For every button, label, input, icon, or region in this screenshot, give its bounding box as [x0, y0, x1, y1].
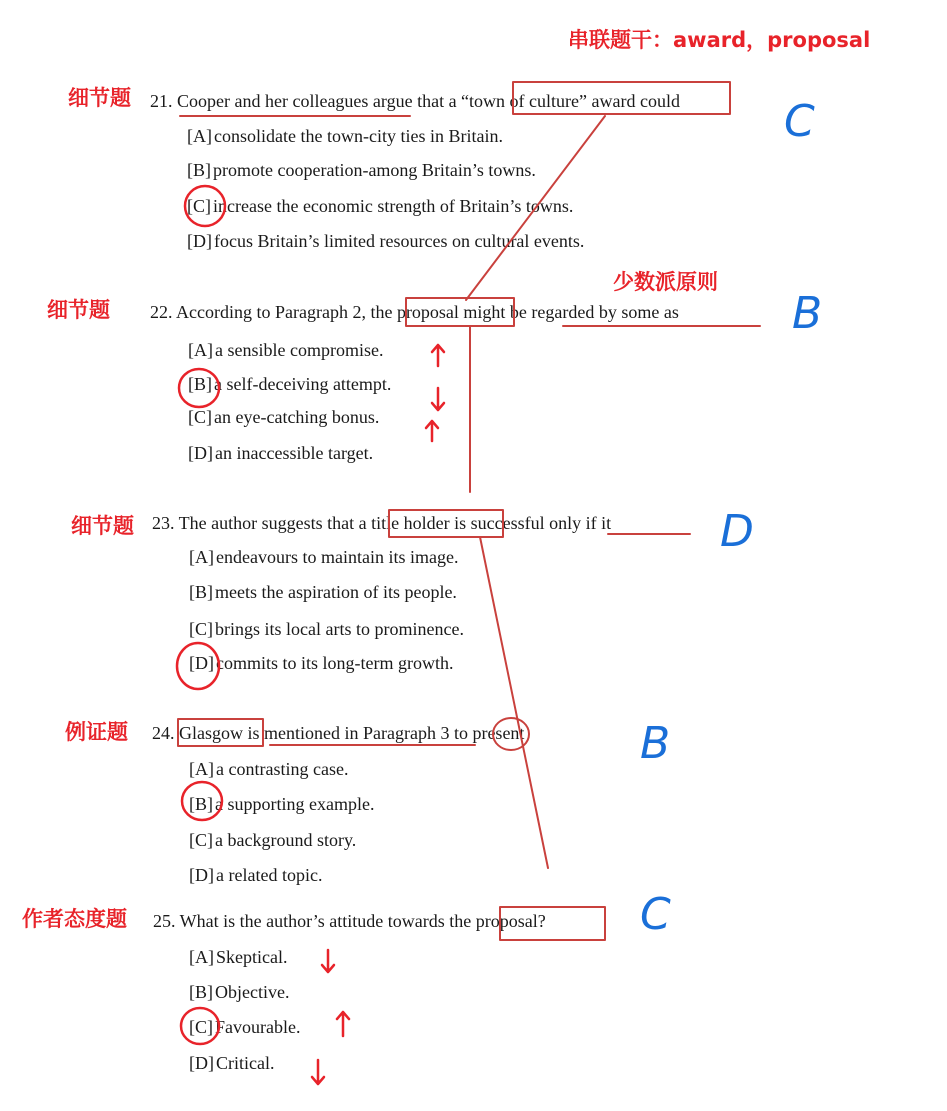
option-letter: [C]: [189, 830, 213, 850]
option-21-b: [187, 159, 536, 181]
option-text: Critical.: [216, 1053, 275, 1073]
option-letter: [C]: [187, 196, 211, 216]
arrow-down-icon: [312, 1060, 324, 1084]
option-letter: [D]: [189, 1053, 214, 1073]
option-text: a related topic.: [216, 865, 323, 885]
option-letter: [C]: [188, 407, 212, 427]
option-text: increase the economic strength of Britain’s towns.: [213, 196, 574, 216]
question-stem-22: 22. According to Paragraph 2, the proposal might be regarded by some as: [150, 302, 679, 322]
handwritten-answer-21: C: [784, 96, 815, 147]
option-24-d: [189, 864, 322, 886]
strategy-note: 少数派原则: [613, 270, 718, 294]
handwritten-answer-23: D: [720, 506, 754, 557]
option-text: promote cooperation-among Britain’s towns.: [213, 160, 536, 180]
option-text: consolidate the town-city ties in Britain.: [214, 126, 503, 146]
question-stem-25: 25. What is the author’s attitude towards the proposal?: [153, 911, 546, 931]
option-letter: [A]: [187, 126, 212, 146]
option-letter: [B]: [189, 794, 213, 814]
connector-title-to-proposal: [480, 537, 548, 868]
option-text: meets the aspiration of its people.: [215, 582, 457, 602]
option-24-b: [189, 793, 374, 815]
option-letter: [B]: [187, 160, 211, 180]
option-text: focus Britain’s limited resources on cultural events.: [214, 231, 585, 251]
question-type-tag: 细节题: [47, 298, 110, 322]
option-letter: [A]: [189, 759, 214, 779]
option-letter: [C]: [189, 619, 213, 639]
question-type-tag: 作者态度题: [22, 907, 127, 931]
arrow-up-icon: [426, 421, 438, 441]
arrow-up-icon: [432, 345, 444, 366]
option-23-d: [189, 652, 453, 674]
option-letter: [A]: [188, 340, 213, 360]
option-letter: [B]: [189, 582, 213, 602]
option-25-a: [189, 946, 287, 968]
arrow-down-icon: [322, 950, 334, 972]
handwritten-answer-22: B: [792, 288, 823, 339]
option-24-c: [189, 829, 356, 851]
option-text: endeavours to maintain its image.: [216, 547, 459, 567]
option-25-c: [189, 1016, 300, 1038]
option-text: an inaccessible target.: [215, 443, 374, 463]
header-note: 串联题干：award，proposal: [568, 28, 871, 52]
question-stem-24: 24. Glasgow is mentioned in Paragraph 3 to present: [152, 723, 525, 743]
option-22-d: [188, 442, 373, 464]
option-23-c: [189, 618, 464, 640]
option-text: Favourable.: [215, 1017, 301, 1037]
option-text: a sensible compromise.: [215, 340, 384, 360]
option-21-d: [187, 230, 584, 252]
option-24-a: [189, 758, 348, 780]
arrow-down-icon: [432, 388, 444, 410]
option-letter: [B]: [189, 982, 213, 1002]
question-stem-23: 23. The author suggests that a title holder is successful only if it: [152, 513, 612, 533]
arrow-up-icon: [337, 1012, 349, 1036]
option-text: Objective.: [215, 982, 290, 1002]
option-21-c: [187, 195, 573, 217]
option-letter: [A]: [189, 547, 214, 567]
option-letter: [B]: [188, 374, 212, 394]
option-22-c: [188, 406, 379, 428]
handwritten-answer-25: C: [640, 889, 671, 940]
option-22-a: [188, 339, 383, 361]
option-text: an eye-catching bonus.: [214, 407, 380, 427]
option-letter: [D]: [189, 865, 214, 885]
option-text: brings its local arts to prominence.: [215, 619, 464, 639]
option-letter: [C]: [189, 1017, 213, 1037]
option-23-b: [189, 581, 457, 603]
option-25-d: [189, 1052, 274, 1074]
option-letter: [D]: [188, 443, 213, 463]
option-23-a: [189, 546, 458, 568]
option-letter: [D]: [189, 653, 214, 673]
option-text: a supporting example.: [215, 794, 375, 814]
option-text: Skeptical.: [216, 947, 288, 967]
option-25-b: [189, 981, 289, 1003]
option-22-b: [188, 373, 391, 395]
question-type-tag: 细节题: [71, 514, 134, 538]
option-text: a self-deceiving attempt.: [214, 374, 392, 394]
handwritten-answer-24: B: [640, 718, 671, 769]
question-stem-21: 21. Cooper and her colleagues argue that a “town of culture” award could: [150, 91, 680, 111]
option-text: a contrasting case.: [216, 759, 349, 779]
option-text: a background story.: [215, 830, 357, 850]
option-letter: [A]: [189, 947, 214, 967]
option-text: commits to its long-term growth.: [216, 653, 454, 673]
option-21-a: [187, 125, 503, 147]
question-type-tag: 例证题: [65, 720, 128, 744]
question-type-tag: 细节题: [68, 86, 131, 110]
option-letter: [D]: [187, 231, 212, 251]
